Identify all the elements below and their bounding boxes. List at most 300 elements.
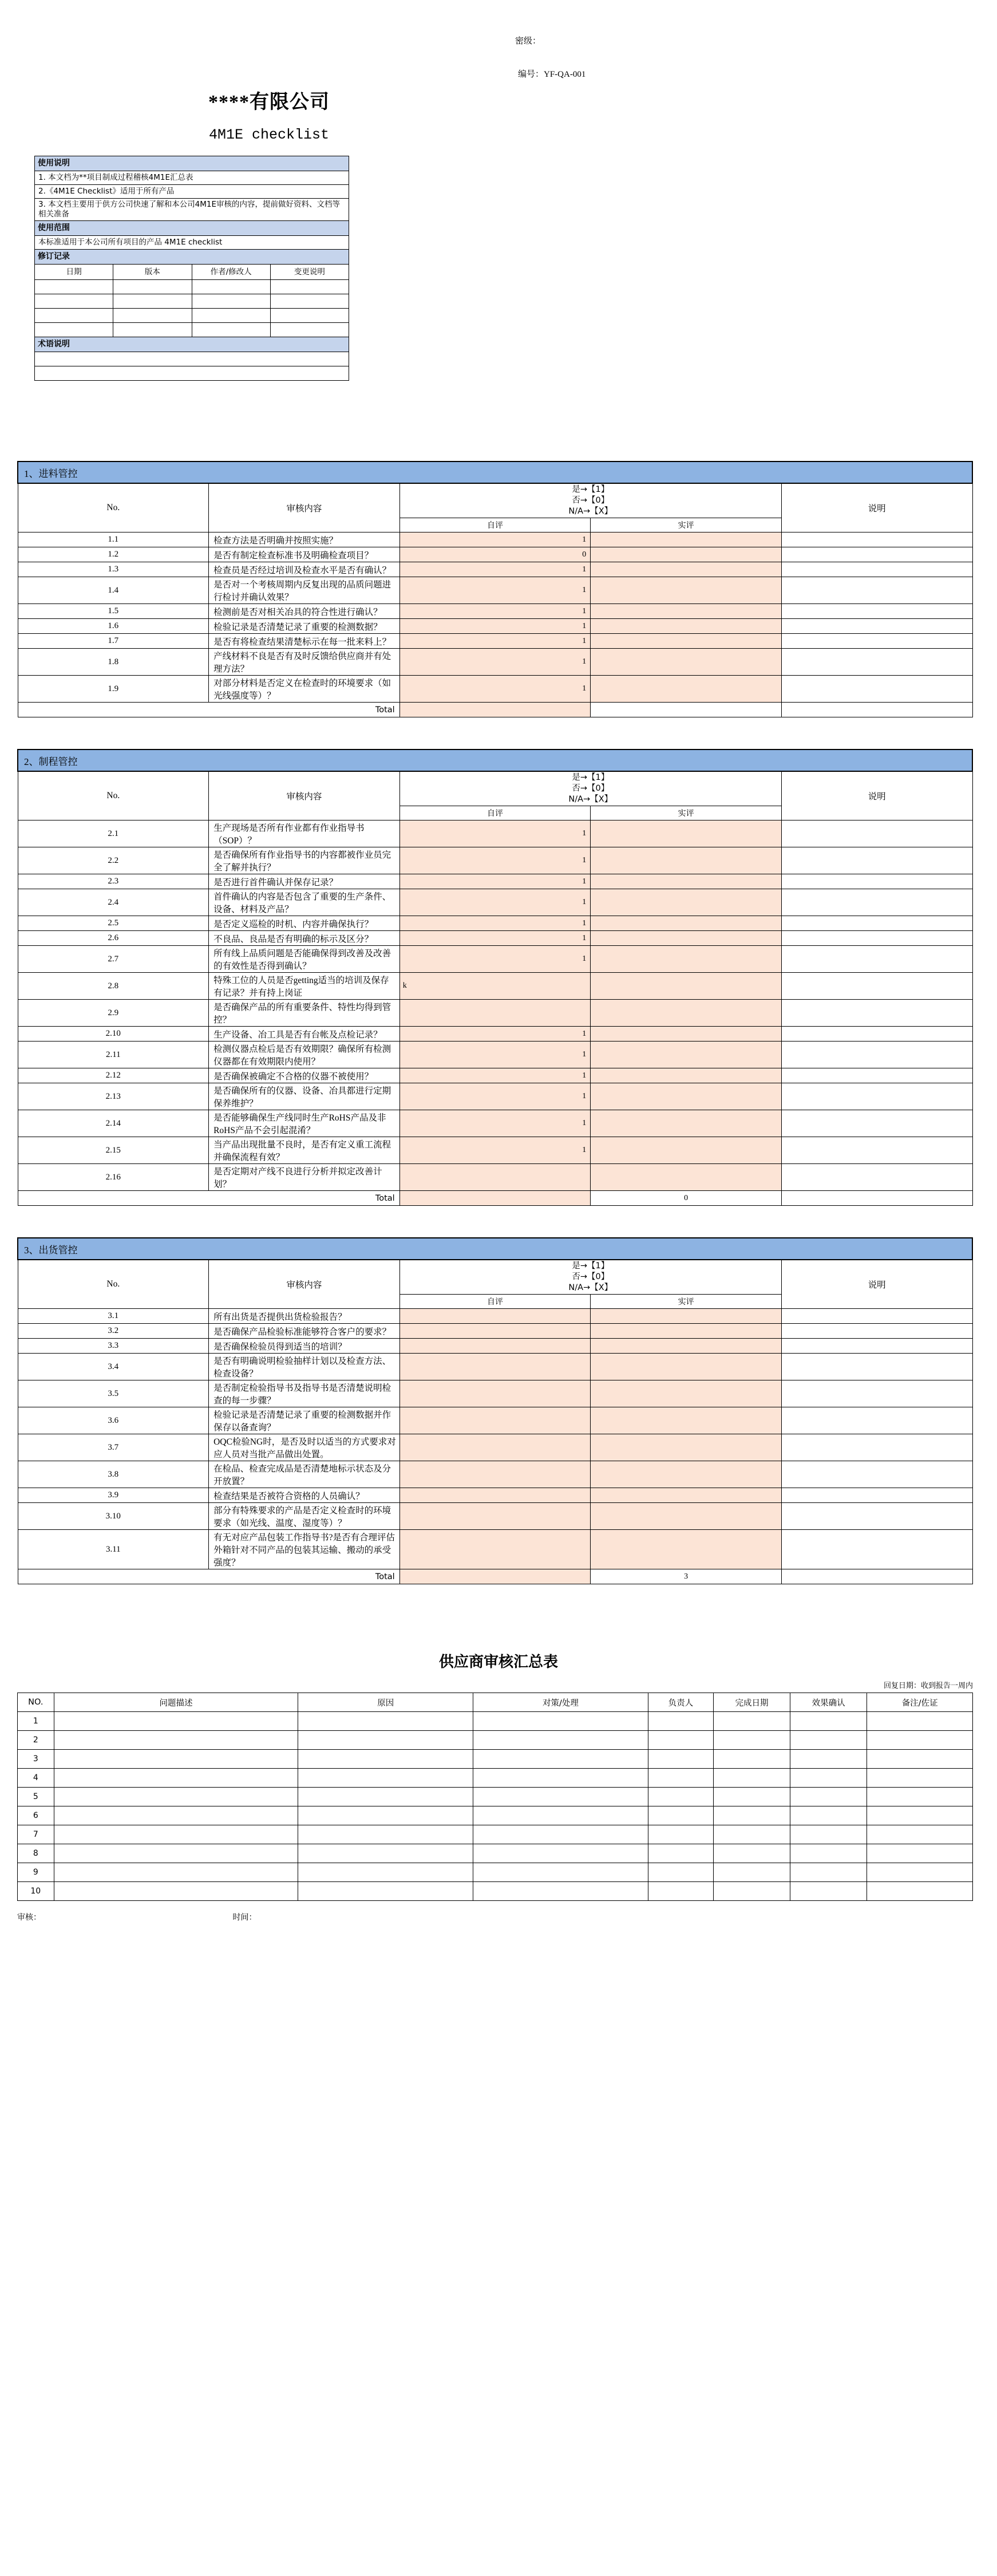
summary-cell[interactable] [298, 1769, 473, 1788]
table-row [35, 294, 349, 309]
row-actual-score[interactable] [591, 1137, 782, 1164]
summary-cell[interactable] [648, 1882, 713, 1901]
summary-cell[interactable] [298, 1882, 473, 1901]
total-self [399, 1191, 591, 1206]
table-row [18, 1339, 972, 1354]
terms-title: 术语说明 [35, 337, 349, 352]
revision-title: 修订记录 [35, 250, 349, 265]
table-row [18, 916, 972, 931]
row-note[interactable] [781, 1309, 972, 1324]
summary-row-no: 7 [18, 1825, 54, 1844]
section-title: 3、出货管控 [18, 1238, 972, 1260]
summary-header: 负责人 [648, 1693, 713, 1712]
row-self-score[interactable]: 1 [399, 604, 591, 619]
table-row [18, 649, 972, 676]
row-self-score[interactable] [399, 1434, 591, 1461]
row-note[interactable] [781, 619, 972, 634]
row-item: 是否确保产品的所有重要条件、特性均得到管控？ [209, 1000, 400, 1027]
summary-cell[interactable] [867, 1863, 973, 1882]
summary-cell[interactable] [473, 1788, 648, 1806]
section-title: 1、进料管控 [18, 461, 972, 483]
row-actual-score[interactable] [591, 634, 782, 649]
row-item: 部分有特殊要求的产品是否定义检查时的环境要求（如光线、温度、湿度等）？ [209, 1503, 400, 1530]
revision-cell[interactable] [113, 309, 192, 323]
row-actual-score[interactable] [591, 973, 782, 1000]
summary-cell[interactable] [867, 1882, 973, 1901]
revision-cell[interactable] [35, 280, 113, 294]
row-note[interactable] [781, 889, 972, 916]
row-actual-score[interactable] [591, 1530, 782, 1569]
table-row [18, 1503, 972, 1530]
row-note[interactable] [781, 847, 972, 874]
row-note[interactable] [781, 931, 972, 946]
summary-cell[interactable] [790, 1750, 867, 1769]
summary-cell[interactable] [713, 1806, 790, 1825]
terms-cell[interactable] [35, 352, 349, 366]
row-self-score[interactable]: 1 [399, 1083, 591, 1110]
row-no: 3.9 [18, 1488, 209, 1503]
row-item: 是否制定检验指导书及指导书是否清楚说明检查的每一步骤？ [209, 1380, 400, 1407]
row-no: 1.6 [18, 619, 209, 634]
table-row [18, 1882, 973, 1901]
summary-header: 效果确认 [790, 1693, 867, 1712]
row-note[interactable] [781, 1407, 972, 1434]
row-self-score[interactable] [399, 1380, 591, 1407]
row-self-score[interactable]: k [399, 973, 591, 1000]
table-row [35, 309, 349, 323]
row-no: 2.10 [18, 1027, 209, 1042]
row-actual-score[interactable] [591, 889, 782, 916]
row-no: 1.1 [18, 532, 209, 547]
row-self-score[interactable]: 1 [399, 847, 591, 874]
summary-cell[interactable] [298, 1788, 473, 1806]
summary-cell[interactable] [713, 1882, 790, 1901]
row-self-score[interactable] [399, 1000, 591, 1027]
row-no: 2.3 [18, 874, 209, 889]
row-no: 2.6 [18, 931, 209, 946]
table-row [18, 1164, 972, 1191]
row-note[interactable] [781, 916, 972, 931]
table-row [18, 1083, 972, 1110]
summary-cell[interactable] [473, 1806, 648, 1825]
row-note[interactable] [781, 1137, 972, 1164]
revision-cell[interactable] [35, 309, 113, 323]
row-actual-score[interactable] [591, 1503, 782, 1530]
summary-table [17, 1693, 973, 1901]
row-actual-score[interactable] [591, 1407, 782, 1434]
summary-cell[interactable] [867, 1806, 973, 1825]
row-note[interactable] [781, 634, 972, 649]
summary-cell[interactable] [648, 1769, 713, 1788]
total-label: Total [18, 1569, 399, 1584]
row-self-score[interactable]: 1 [399, 532, 591, 547]
section-table [17, 1237, 973, 1584]
summary-cell[interactable] [713, 1769, 790, 1788]
row-self-score[interactable]: 1 [399, 577, 591, 604]
table-row [18, 1569, 972, 1584]
summary-cell[interactable] [867, 1844, 973, 1863]
summary-row-no: 5 [18, 1788, 54, 1806]
summary-cell[interactable] [473, 1863, 648, 1882]
revision-cell[interactable] [113, 323, 192, 337]
row-note[interactable] [781, 649, 972, 676]
row-no: 2.1 [18, 820, 209, 847]
summary-cell[interactable] [298, 1712, 473, 1731]
row-actual-score[interactable] [591, 1309, 782, 1324]
row-actual-score[interactable] [591, 1164, 782, 1191]
summary-cell[interactable] [790, 1731, 867, 1750]
summary-cell[interactable] [648, 1750, 713, 1769]
row-self-score[interactable]: 1 [399, 1137, 591, 1164]
row-item: 是否能够确保生产线同时生产RoHS产品及非RoHS产品不会引起混淆？ [209, 1110, 400, 1137]
row-actual-score[interactable] [591, 604, 782, 619]
summary-note: 回复日期：收到报告一周内 [883, 1682, 973, 1690]
row-no: 1.5 [18, 604, 209, 619]
row-self-score[interactable] [399, 1164, 591, 1191]
row-actual-score[interactable] [591, 1000, 782, 1027]
table-row [18, 547, 972, 562]
row-note[interactable] [781, 1027, 972, 1042]
summary-cell[interactable] [867, 1731, 973, 1750]
col-header-self: 自评 [399, 518, 591, 532]
row-note[interactable] [781, 1354, 972, 1380]
row-actual-score[interactable] [591, 1434, 782, 1461]
summary-cell[interactable] [54, 1731, 298, 1750]
row-note[interactable] [781, 532, 972, 547]
row-item: 所有出货是否提供出货检验报告？ [209, 1309, 400, 1324]
row-note[interactable] [781, 874, 972, 889]
footer-time-label: 时间： [232, 1913, 257, 1922]
revision-header-author: 作者/修改人 [192, 265, 270, 280]
row-item: 是否确保所有的仪器、设备、冶具都进行定期保养维护？ [209, 1083, 400, 1110]
row-note[interactable] [781, 562, 972, 577]
revision-cell[interactable] [35, 323, 113, 337]
row-no: 3.5 [18, 1380, 209, 1407]
revision-cell[interactable] [35, 294, 113, 309]
row-no: 2.12 [18, 1068, 209, 1083]
row-actual-score[interactable] [591, 874, 782, 889]
row-actual-score[interactable] [591, 820, 782, 847]
row-actual-score[interactable] [591, 1488, 782, 1503]
summary-cell[interactable] [54, 1769, 298, 1788]
table-row [35, 337, 349, 352]
summary-cell[interactable] [648, 1863, 713, 1882]
total-self [399, 703, 591, 717]
table-row [18, 604, 972, 619]
row-item: 是否定义巡检的时机、内容并确保执行？ [209, 916, 400, 931]
table-row [18, 820, 972, 847]
row-no: 3.2 [18, 1324, 209, 1339]
row-self-score[interactable] [399, 1324, 591, 1339]
row-actual-score[interactable] [591, 562, 782, 577]
summary-cell[interactable] [713, 1712, 790, 1731]
summary-cell[interactable] [648, 1731, 713, 1750]
row-self-score[interactable]: 0 [399, 547, 591, 562]
row-note[interactable] [781, 1042, 972, 1068]
row-actual-score[interactable] [591, 916, 782, 931]
summary-cell[interactable] [54, 1788, 298, 1806]
summary-cell[interactable] [298, 1731, 473, 1750]
revision-cell[interactable] [270, 323, 349, 337]
row-item: 是否定期对产线不良进行分析并拟定改善计划？ [209, 1164, 400, 1191]
summary-cell[interactable] [648, 1788, 713, 1806]
row-actual-score[interactable] [591, 1110, 782, 1137]
table-row [18, 1806, 973, 1825]
summary-cell[interactable] [298, 1825, 473, 1844]
summary-cell[interactable] [790, 1844, 867, 1863]
summary-cell[interactable] [298, 1806, 473, 1825]
row-no: 2.4 [18, 889, 209, 916]
summary-cell[interactable] [54, 1712, 298, 1731]
row-actual-score[interactable] [591, 1027, 782, 1042]
row-self-score[interactable]: 1 [399, 820, 591, 847]
row-actual-score[interactable] [591, 547, 782, 562]
summary-cell[interactable] [867, 1750, 973, 1769]
table-row [18, 461, 972, 483]
row-self-score[interactable] [399, 1339, 591, 1354]
summary-cell[interactable] [473, 1769, 648, 1788]
row-actual-score[interactable] [591, 1380, 782, 1407]
row-note[interactable] [781, 946, 972, 973]
row-note[interactable] [781, 1488, 972, 1503]
row-self-score[interactable]: 1 [399, 562, 591, 577]
summary-cell[interactable] [867, 1769, 973, 1788]
table-row [18, 1260, 972, 1295]
row-self-score[interactable] [399, 1354, 591, 1380]
col-header-content: 审核内容 [209, 1260, 400, 1309]
row-self-score[interactable]: 1 [399, 931, 591, 946]
revision-cell[interactable] [192, 309, 270, 323]
table-row [18, 1238, 972, 1260]
summary-cell[interactable] [54, 1825, 298, 1844]
row-self-score[interactable]: 1 [399, 1027, 591, 1042]
summary-cell[interactable] [54, 1750, 298, 1769]
total-self [399, 1569, 591, 1584]
summary-cell[interactable] [867, 1788, 973, 1806]
row-self-score[interactable]: 1 [399, 676, 591, 703]
row-self-score[interactable]: 1 [399, 1042, 591, 1068]
row-item: 检查结果是否被符合资格的人员确认？ [209, 1488, 400, 1503]
summary-row-no: 2 [18, 1731, 54, 1750]
row-no: 2.13 [18, 1083, 209, 1110]
revision-cell[interactable] [113, 280, 192, 294]
table-row [18, 676, 972, 703]
row-item: 检验记录是否清楚记录了重要的检测数据并作保存以备查询？ [209, 1407, 400, 1434]
table-row [18, 1354, 972, 1380]
summary-cell[interactable] [473, 1844, 648, 1863]
summary-cell[interactable] [298, 1844, 473, 1863]
row-item: 检查方法是否明确并按照实施？ [209, 532, 400, 547]
row-actual-score[interactable] [591, 1042, 782, 1068]
summary-cell[interactable] [473, 1825, 648, 1844]
summary-cell[interactable] [713, 1863, 790, 1882]
summary-cell[interactable] [298, 1863, 473, 1882]
row-actual-score[interactable] [591, 1083, 782, 1110]
row-note[interactable] [781, 676, 972, 703]
summary-cell[interactable] [473, 1882, 648, 1901]
row-actual-score[interactable] [591, 619, 782, 634]
summary-header: 问题描述 [54, 1693, 298, 1712]
row-note[interactable] [781, 604, 972, 619]
revision-cell[interactable] [270, 280, 349, 294]
row-actual-score[interactable] [591, 649, 782, 676]
row-note[interactable] [781, 1434, 972, 1461]
summary-cell[interactable] [713, 1750, 790, 1769]
row-note[interactable] [781, 1110, 972, 1137]
row-note[interactable] [781, 1461, 972, 1488]
row-note[interactable] [781, 1339, 972, 1354]
summary-row-no: 10 [18, 1882, 54, 1901]
row-note[interactable] [781, 820, 972, 847]
revision-cell[interactable] [192, 323, 270, 337]
row-actual-score[interactable] [591, 1068, 782, 1083]
row-item: 检查员是否经过培训及检查水平是否有确认？ [209, 562, 400, 577]
summary-cell[interactable] [713, 1844, 790, 1863]
row-self-score[interactable] [399, 1407, 591, 1434]
summary-cell[interactable] [473, 1712, 648, 1731]
table-row [35, 250, 349, 265]
row-no: 1.8 [18, 649, 209, 676]
row-self-score[interactable]: 1 [399, 889, 591, 916]
revision-cell[interactable] [270, 294, 349, 309]
section-title: 2、制程管控 [18, 749, 972, 771]
col-header-actual: 实评 [591, 1295, 782, 1309]
table-row [18, 1068, 972, 1083]
row-self-score[interactable]: 1 [399, 1068, 591, 1083]
row-actual-score[interactable] [591, 1324, 782, 1339]
summary-cell[interactable] [867, 1712, 973, 1731]
row-item: 是否确保所有作业指导书的内容都被作业员完全了解并执行？ [209, 847, 400, 874]
row-note[interactable] [781, 577, 972, 604]
summary-cell[interactable] [713, 1825, 790, 1844]
row-actual-score[interactable] [591, 532, 782, 547]
row-actual-score[interactable] [591, 931, 782, 946]
table-row [35, 352, 349, 366]
usage-line-2: 2.《4M1E Checklist》适用于所有产品 [35, 185, 349, 199]
revision-cell[interactable] [192, 294, 270, 309]
summary-cell[interactable] [54, 1806, 298, 1825]
table-row [35, 366, 349, 381]
row-no: 1.3 [18, 562, 209, 577]
revision-header-version: 版本 [113, 265, 192, 280]
summary-cell[interactable] [298, 1750, 473, 1769]
row-note[interactable] [781, 1324, 972, 1339]
summary-cell[interactable] [648, 1806, 713, 1825]
summary-cell[interactable] [473, 1731, 648, 1750]
row-item: 首件确认的内容是否包含了重要的生产条件、设备、材料及产品？ [209, 889, 400, 916]
row-self-score[interactable]: 1 [399, 649, 591, 676]
row-item: 有无对应产品包装工作指导书?是否有合理评估外箱针对不同产品的包装其运输、搬动的承受强度？ [209, 1530, 400, 1569]
section-table [17, 749, 973, 1206]
footer-audit-label: 审核： [17, 1913, 41, 1922]
table-row [18, 1461, 972, 1488]
row-no: 1.9 [18, 676, 209, 703]
row-no: 3.7 [18, 1434, 209, 1461]
table-row [35, 280, 349, 294]
row-actual-score[interactable] [591, 676, 782, 703]
row-self-score[interactable]: 1 [399, 634, 591, 649]
row-item: 当产品出现批量不良时，是否有定义重工流程并确保流程有效？ [209, 1137, 400, 1164]
row-note[interactable] [781, 1380, 972, 1407]
summary-cell[interactable] [790, 1882, 867, 1901]
row-actual-score[interactable] [591, 946, 782, 973]
summary-cell[interactable] [790, 1788, 867, 1806]
table-row [18, 1825, 973, 1844]
row-self-score[interactable]: 1 [399, 1110, 591, 1137]
row-note[interactable] [781, 1530, 972, 1569]
summary-cell[interactable] [648, 1844, 713, 1863]
row-note[interactable] [781, 1083, 972, 1110]
table-row [35, 199, 349, 221]
table-row [18, 577, 972, 604]
summary-cell[interactable] [790, 1825, 867, 1844]
row-self-score[interactable] [399, 1461, 591, 1488]
table-row [18, 1191, 972, 1206]
summary-cell[interactable] [790, 1806, 867, 1825]
summary-cell[interactable] [648, 1712, 713, 1731]
row-self-score[interactable] [399, 1488, 591, 1503]
row-note[interactable] [781, 1164, 972, 1191]
cover-block [0, 0, 997, 143]
summary-cell[interactable] [473, 1750, 648, 1769]
summary-cell[interactable] [648, 1825, 713, 1844]
summary-cell[interactable] [54, 1844, 298, 1863]
summary-cell[interactable] [790, 1712, 867, 1731]
row-item: 检验记录是否清楚记录了重要的检测数据？ [209, 619, 400, 634]
revision-cell[interactable] [113, 294, 192, 309]
summary-cell[interactable] [867, 1825, 973, 1844]
summary-cell[interactable] [790, 1769, 867, 1788]
row-actual-score[interactable] [591, 577, 782, 604]
row-self-score[interactable] [399, 1503, 591, 1530]
table-row [35, 156, 349, 171]
summary-cell[interactable] [54, 1863, 298, 1882]
summary-cell[interactable] [790, 1863, 867, 1882]
row-self-score[interactable] [399, 1309, 591, 1324]
row-note[interactable] [781, 1068, 972, 1083]
row-self-score[interactable]: 1 [399, 916, 591, 931]
terms-cell[interactable] [35, 366, 349, 381]
table-row [18, 1309, 972, 1324]
table-row [18, 1042, 972, 1068]
row-actual-score[interactable] [591, 1354, 782, 1380]
row-actual-score[interactable] [591, 1339, 782, 1354]
table-row [18, 1137, 972, 1164]
summary-cell[interactable] [54, 1882, 298, 1901]
table-row [18, 973, 972, 1000]
row-self-score[interactable]: 1 [399, 619, 591, 634]
revision-cell[interactable] [192, 280, 270, 294]
revision-cell[interactable] [270, 309, 349, 323]
row-note[interactable] [781, 1503, 972, 1530]
row-note[interactable] [781, 1000, 972, 1027]
usage-line-1: 1. 本文档为**项目制成过程稽核4M1E汇总表 [35, 171, 349, 185]
col-header-content: 审核内容 [209, 483, 400, 532]
summary-cell[interactable] [713, 1731, 790, 1750]
col-header-score: 是→【1】 否→【0】 N/A→【X】 [399, 1260, 781, 1295]
spacer [0, 444, 997, 461]
col-header-no: No. [18, 483, 209, 532]
summary-cell[interactable] [713, 1788, 790, 1806]
row-actual-score[interactable] [591, 1461, 782, 1488]
summary-header: 原因 [298, 1693, 473, 1712]
row-self-score[interactable] [399, 1530, 591, 1569]
row-actual-score[interactable] [591, 847, 782, 874]
row-note[interactable] [781, 973, 972, 1000]
row-note[interactable] [781, 547, 972, 562]
row-self-score[interactable]: 1 [399, 874, 591, 889]
row-self-score[interactable]: 1 [399, 946, 591, 973]
